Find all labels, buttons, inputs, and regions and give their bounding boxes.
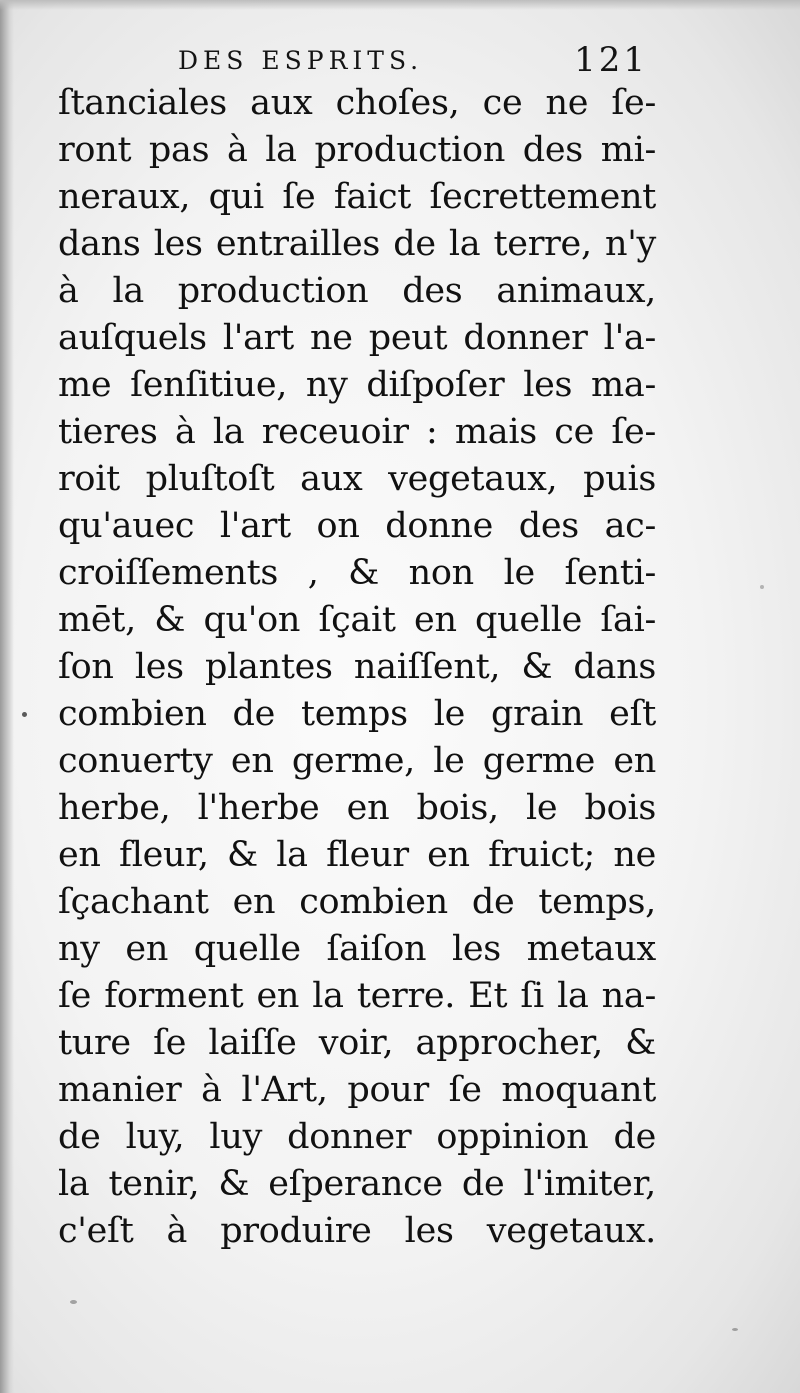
text-line: ny en quelle ſaiſon les metaux <box>58 929 656 969</box>
body-text <box>58 80 656 1255</box>
text-line: manier à l'Art, pour ſe moquant <box>58 1070 656 1110</box>
text-line: mēt, & qu'on ſçait en quelle ſai- <box>58 600 656 640</box>
running-head <box>178 40 648 80</box>
text-line: auſquels l'art ne peut donner l'a- <box>58 318 656 358</box>
text-line: herbe, l'herbe en bois, le bois <box>58 788 656 828</box>
text-line: neraux, qui ſe faict ſecrettement <box>58 177 656 217</box>
text-line: roit pluſtoſt aux vegetaux, puis <box>58 459 656 499</box>
text-line: ſçachant en combien de temps, <box>58 882 656 922</box>
paper-speck <box>760 585 764 589</box>
text-line: la tenir, & eſperance de l'imiter, <box>58 1164 656 1204</box>
text-line: ſon les plantes naiſſent, & dans <box>58 647 656 687</box>
text-line: combien de temps le grain eſt <box>58 694 656 734</box>
text-line: dans les entrailles de la terre, n'y <box>58 224 656 264</box>
page-top-edge <box>0 0 800 10</box>
page-shadow-edge <box>0 0 14 1393</box>
text-line: qu'auec l'art on donne des ac- <box>58 506 656 546</box>
text-line: ront pas à la production des mi- <box>58 130 656 170</box>
running-head-title: DES ESPRITS. <box>178 46 424 75</box>
text-line: conuerty en germe, le germe en <box>58 741 656 781</box>
text-line: me ſenſitiue, ny diſpoſer les ma- <box>58 365 656 405</box>
paper-speck <box>22 712 27 717</box>
text-line: c'eſt à produire les vegetaux. <box>58 1211 656 1251</box>
paper-speck <box>732 1328 738 1331</box>
text-line: croiſſements , & non le ſenti- <box>58 553 656 593</box>
paper-speck <box>70 1300 77 1304</box>
text-line: à la production des animaux, <box>58 271 656 311</box>
text-line: tieres à la receuoir : mais ce ſe- <box>58 412 656 452</box>
text-line: en fleur, & la fleur en fruict; ne <box>58 835 656 875</box>
text-line: ſe forment en la terre. Et ſi la na- <box>58 976 656 1016</box>
text-line: ture ſe laiſſe voir, approcher, & <box>58 1023 656 1063</box>
text-line: de luy, luy donner oppinion de <box>58 1117 656 1157</box>
text-line: ſtanciales aux choſes, ce ne ſe- <box>58 83 656 123</box>
page-number: 121 <box>574 40 648 80</box>
